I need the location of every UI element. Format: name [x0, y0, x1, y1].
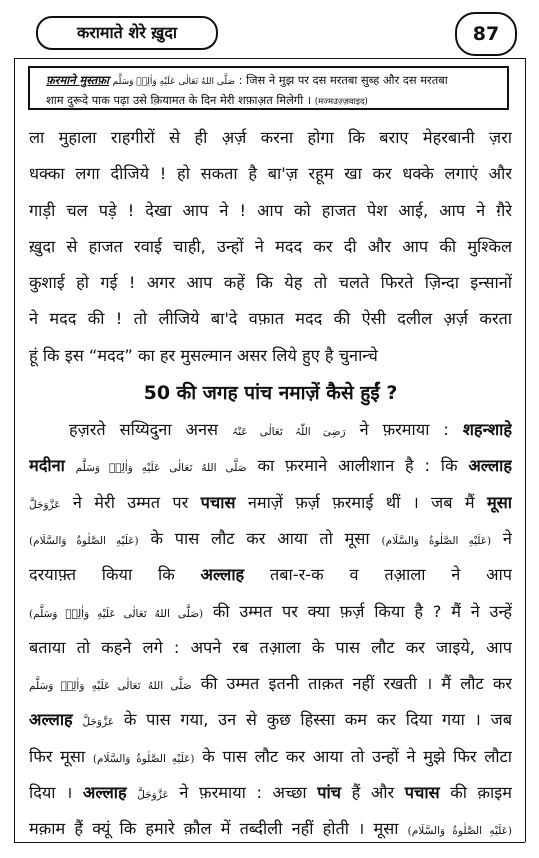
text-span: के पास गया, उन से कुछ हिस्सा कम कर दिया गया । जब	[123, 710, 512, 730]
body-line: हूं कि इस “मदद” का हर मुसल्मान असर लिये हुए है चुनान्चे	[29, 345, 378, 365]
alaihis-salam: (عَلَيْهِ الصَّلٰوةُ وَالسَّلَام)	[381, 534, 492, 547]
azza-wajal: عَزَّوَجَلَّ	[82, 716, 115, 729]
azza-wajal: عَزَّوَجَلَّ	[137, 789, 169, 802]
text-span: ने फ़रमाया : अच्छा	[179, 783, 307, 803]
book-title: करामाते शेरे ख़ुदा	[36, 16, 218, 50]
text-span: के पास लौट कर आया तो मूसा	[150, 528, 370, 548]
azza-wajal: عَزَّوَجَلَّ	[29, 498, 61, 511]
radi-allahu-anhu: رَضِیَ اللّٰہُ تَعَالٰی عَنْہُ	[231, 426, 346, 439]
text-span: ने	[502, 528, 512, 548]
body-line	[29, 485, 512, 521]
text-span: की क़ाइम	[450, 783, 512, 803]
body-line: बताया तो कहने लगे : अपने रब तआ़ला के पास लौट कर जाइये, आप	[29, 637, 512, 657]
text-span: दरयाफ़्त किया कि	[29, 565, 175, 585]
page-left-border	[14, 58, 15, 842]
text-span: दिया ।	[29, 783, 73, 803]
text-span: के पास लौट कर आया तो उन्हों ने मुझे फिर लौटा	[202, 746, 512, 766]
body-line: ख़ुदा से हाजत रवाई चाही, उन्हों ने मदद कर दी और आप की मुश्किल	[29, 236, 512, 256]
alaihis-salam: (عَلَيْهِ الصَّلٰوةُ وَالسَّلَام)	[92, 752, 195, 765]
text-bold: अल्लाह	[200, 565, 245, 585]
text-bold: अल्लाह	[468, 456, 512, 476]
salawat-text: صَلَّى اللهُ تَعَالٰى عَلَيْهِ وَاٰلِهٖ وَسَلَّم	[75, 462, 247, 475]
text-span: हैं और	[351, 783, 395, 803]
page-body	[29, 120, 512, 848]
body-line	[29, 702, 512, 738]
section-heading: 50 की जगह पांच नमाज़ें कैसे हुईं ?	[143, 382, 398, 405]
text-span: का फ़रमाने आलीशान है : कि	[257, 456, 458, 476]
body-line: कुशाई हो गई ! अगर आप कहें कि येह तो चलते फिरते ज़िन्दा इन्सानों	[29, 273, 512, 293]
text-bold: मूसा	[486, 492, 512, 512]
page-right-border	[525, 58, 526, 842]
salawat-text: صَلَّى اللهُ تَعَالٰى عَلَيْهِ وَاٰلِهٖ وَسَلَّم	[112, 77, 236, 87]
body-line	[29, 448, 512, 484]
text-bold: पचास	[200, 492, 236, 512]
hadith-box	[28, 66, 509, 110]
page-number: 87	[455, 12, 517, 56]
hadith-text-line2: शाम दुरूदे पाक पढ़ा उसे क़ियामत के दिन मेरी शफ़ाअ़त मिलेगी ।	[46, 93, 312, 107]
alaihis-salam: (عَلَيْهِ الصَّلٰوةُ وَالسَّلَام)	[29, 534, 139, 547]
text-span: ने मेरी उम्मत पर	[72, 492, 189, 512]
text-span: फिर मूसा	[29, 746, 86, 766]
body-line: ला मुहाला राहगीरों से ही अ़र्ज़ करना होगा कि बराए मेहरबानी ज़रा	[29, 128, 512, 147]
body-line	[29, 775, 512, 811]
text-span: हज़रते सय्यिदुना अनस	[69, 420, 218, 440]
text-span: नमाज़ें फ़र्ज़ फ़रमाई थीं । जब मैं	[247, 492, 475, 512]
text-span: की उम्मत इतनी ताक़त नहीं रखती । मैं लौट कर	[200, 674, 512, 694]
body-line	[29, 557, 512, 593]
alaihis-salam: (عَلَيْهِ الصَّلٰوةُ وَالسَّلَام)	[407, 825, 512, 838]
text-span: मक़ाम हैं क्यूं कि हमारे क़ौल में तब्दीली नहीं होती । मूसा	[29, 819, 399, 839]
text-bold: शहन्शाहे	[462, 420, 512, 440]
body-line: ने मदद की ! तो लीजिये बा'दे वफ़ात मदद की ऐसी दलील अ़र्ज़ करता	[29, 309, 512, 329]
body-line	[29, 811, 512, 847]
body-line: धक्का लगा दीजिये ! हो सकता है बा'ज़ रहूम खा कर धक्के लगाएं और	[29, 164, 512, 184]
hadith-label: फ़रमाने मुस्तफ़ा	[46, 73, 109, 87]
body-line: गाड़ी चल पड़े ! देखा आप ने ! आप को हाजत पेश आई, आप ने ग़ैरे	[29, 200, 512, 220]
body-line	[29, 594, 512, 630]
body-line	[29, 521, 512, 557]
body-line	[29, 412, 512, 448]
text-bold: अल्लाह	[29, 710, 73, 730]
text-span: ने फ़रमाया :	[359, 420, 449, 440]
text-bold: पचास	[404, 783, 440, 803]
text-bold: मदीना	[29, 456, 65, 476]
body-line	[29, 666, 512, 702]
text-bold: पांच	[317, 783, 342, 803]
page-top-rule	[14, 58, 525, 59]
text-bold: अल्लाह	[82, 783, 127, 803]
text-span: की उम्मत पर क्या फ़र्ज़ किया है ? मैं ने उन्हें	[212, 601, 512, 621]
hadith-source: (मज्मउज़्ज़वाइद)	[314, 97, 368, 107]
text-span: तबा-र-क व तआ़ला ने आप	[269, 565, 512, 585]
body-line	[29, 739, 512, 775]
salawat-text: (صَلَّى اللهُ تَعَالٰى عَلَيْهِ وَاٰلِهٖ وَسَلَّم)	[29, 607, 204, 620]
hadith-text-line1: : जिस ने मुझ पर दस मरतबा सुब्ह और दस मरतबा	[238, 73, 448, 87]
salawat-text: صَلَّى اللهُ تَعَالٰى عَلَيْهِ وَاٰلِهٖ وَسَلَّم	[29, 680, 192, 693]
